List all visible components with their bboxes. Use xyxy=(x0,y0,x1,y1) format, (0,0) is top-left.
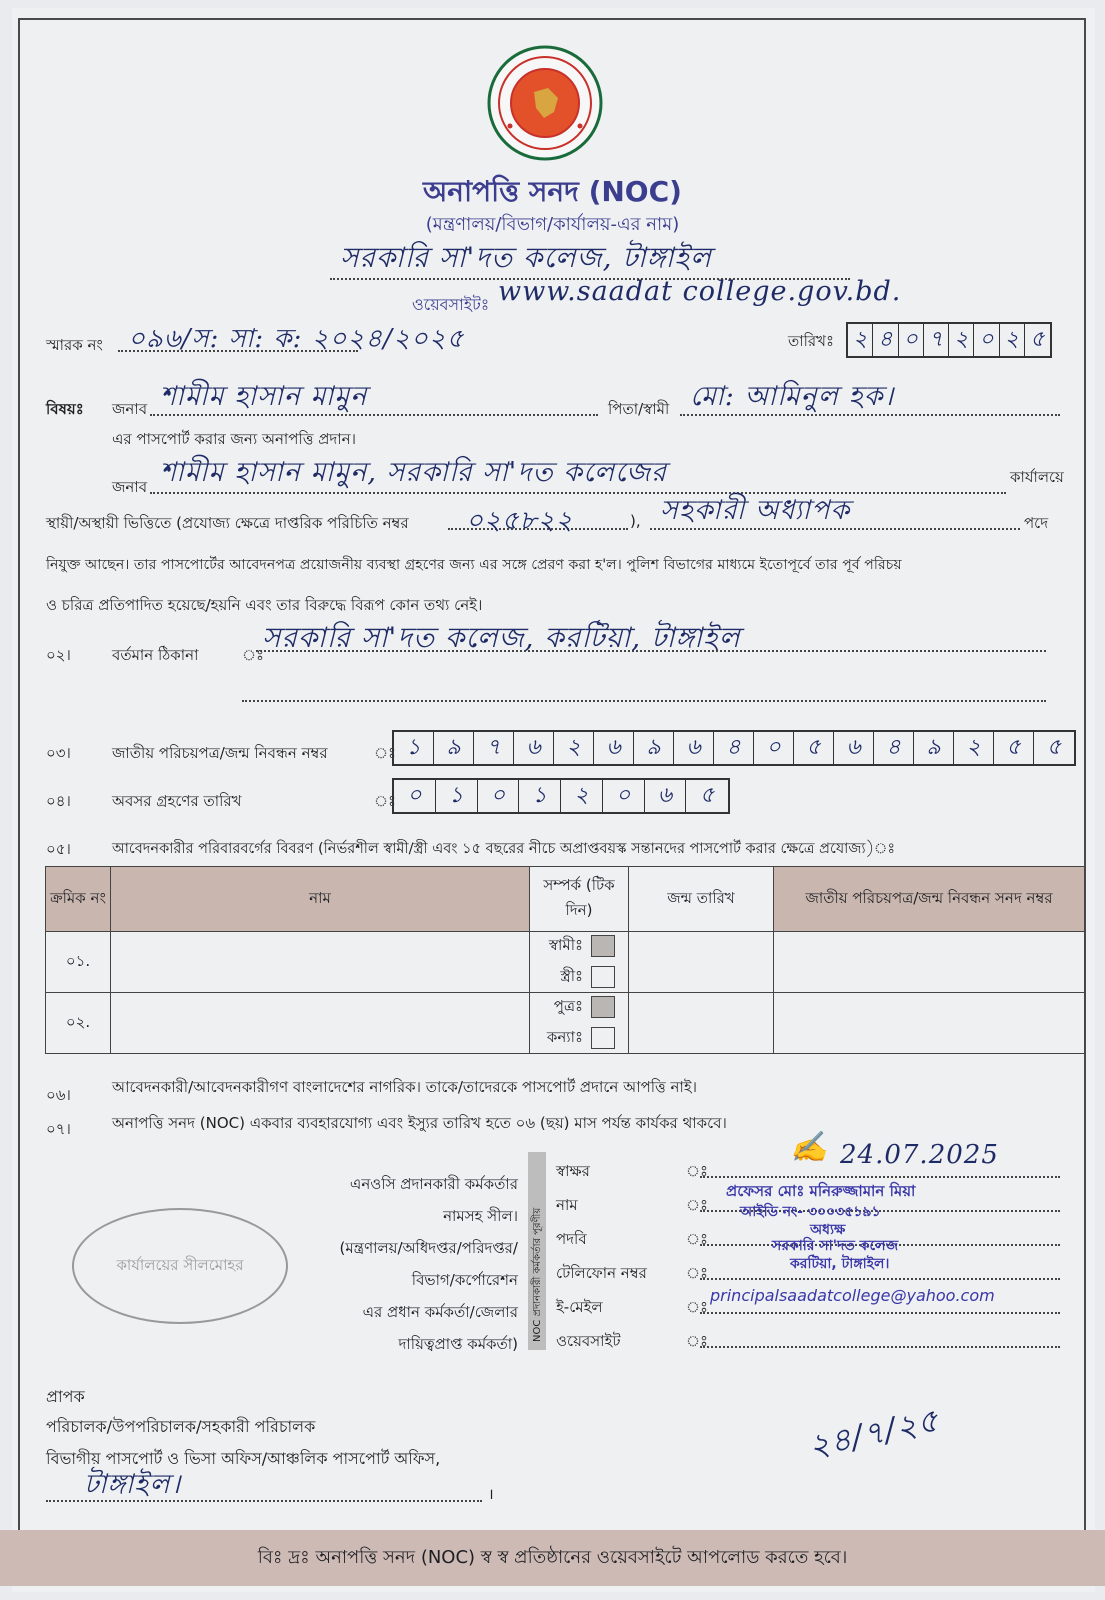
digit-box: ৭ xyxy=(474,732,514,764)
digit-box: ৬ xyxy=(834,732,874,764)
row-serial: ০২. xyxy=(46,993,111,1054)
relation-daughter-label: কন্যাঃ xyxy=(546,1028,583,1046)
stamp-office: সরকারি সা'দত কলেজ xyxy=(772,1238,899,1254)
colon: ঃ xyxy=(686,1264,709,1282)
row-relation xyxy=(530,932,629,993)
item-02-label: বর্তমান ঠিকানা xyxy=(112,646,199,664)
issuer-field-line[interactable] xyxy=(700,1346,1060,1348)
colon: ঃ xyxy=(686,1162,709,1180)
item-05-number: ০৫। xyxy=(46,840,71,858)
issuer-description xyxy=(296,1168,518,1360)
father-label: পিতা/স্বামী xyxy=(608,400,670,418)
item-05-label: আবেদনকারীর পরিবারবর্গের বিবরণ (নির্ভরশীল স্বামী/স্ত্রী এবং ১৫ বছরের নীচে অপ্রাপ্তবয়স্ক সন্তানদের পাসপোর্ট করার ক্ষেত্রে প্রযোজ্য)ঃ xyxy=(112,841,896,857)
digit-box: ১ xyxy=(394,732,434,764)
website-label: ওয়েবসাইটঃ xyxy=(412,295,490,314)
stamp-title: অধ্যক্ষ xyxy=(810,1222,846,1238)
item-03-number: ০৩। xyxy=(46,744,71,762)
memo-label: স্মারক নং xyxy=(46,336,103,354)
col-relation: সম্পর্ক (টিক দিন) xyxy=(530,867,629,932)
stamp-place: করটিয়া, টাঙ্গাইল। xyxy=(790,1256,890,1272)
digit-box: ৫ xyxy=(1046,734,1062,760)
item-07-text: অনাপত্তি সনদ (NOC) একবার ব্যবহারযোগ্য এবং ইস্যুর তারিখ হতে ০৬ (ছয়) মাস পর্যন্ত কার্যকর থাকবে। xyxy=(112,1114,727,1132)
row-nid[interactable] xyxy=(774,932,1085,993)
digit-box: ৬ xyxy=(514,732,554,764)
issuer-vertical-bar xyxy=(528,1152,546,1350)
subject-line2: এর পাসপোর্ট করার জন্য অনাপত্তি প্রদান। xyxy=(112,430,356,448)
digit-box: ২ xyxy=(554,732,594,764)
government-emblem xyxy=(486,44,604,162)
recipient-place-handwritten: টাঙ্গাইল। xyxy=(84,1469,182,1500)
email-handwritten: principalsaadatcollege@yahoo.com xyxy=(710,1286,995,1305)
post-handwritten: সহকারী অধ্যাপক xyxy=(660,495,851,526)
signature-date-handwritten: 24.07.2025 xyxy=(840,1140,999,1170)
relation-husband-label: স্বামীঃ xyxy=(548,936,583,954)
body-line3: নিযুক্ত আছেন। তার পাসপোর্টের আবেদনপত্র প্রয়োজনীয় ব্যবস্থা গ্রহণের জন্য এর সঙ্গে প্রেরণ করা হ'ল। পুলিশ বিভাগের মাধ্যমে ইতোপূর্বে তার পূর্ব পরিচয় xyxy=(46,557,902,573)
item-04-number: ০৪। xyxy=(46,792,71,810)
item-07-number: ০৭। xyxy=(46,1120,71,1138)
digit-box: ৪ xyxy=(874,732,914,764)
memo-number-handwritten: ০৯৬/স: সা: ক: ২০২৪/২০২৫ xyxy=(128,324,465,354)
official-id-handwritten: ০২৫৮২২ xyxy=(466,506,574,536)
row-nid[interactable] xyxy=(774,993,1085,1054)
row-birthdate[interactable] xyxy=(629,993,774,1054)
office-name-handwritten: সরকারি সা'দত কলেজ, টাঙ্গাইল xyxy=(340,241,712,274)
issuer-field-label: ই-মেইল xyxy=(556,1298,603,1316)
nid-number-boxes xyxy=(392,730,1076,766)
footer-note-bar xyxy=(0,1530,1105,1586)
vertical-label: NOC প্রদানকারী কর্মকর্তার পূরণীয় xyxy=(532,1207,543,1342)
issuer-field-label: টেলিফোন নম্বর xyxy=(556,1264,647,1282)
row-name[interactable] xyxy=(111,932,530,993)
colon: ঃ xyxy=(242,646,265,664)
item-06-number: ০৬। xyxy=(46,1086,71,1104)
body-line2: স্থায়ী/অস্থায়ী ভিত্তিতে (প্রযোজ্য ক্ষেত্রে দাপ্তরিক পরিচিতি নম্বর xyxy=(46,514,409,532)
issuer-field-line[interactable] xyxy=(700,1176,1060,1178)
digit-box: ০ xyxy=(974,324,999,356)
digit-box: ৫ xyxy=(794,732,834,764)
item-03-label: জাতীয় পরিচয়পত্র/জন্ম নিবন্ধন নম্বর xyxy=(112,744,328,762)
issuer-desc-line: (মন্ত্রণালয়/অধিদপ্তর/পরিদপ্তর/ xyxy=(339,1239,518,1257)
digit-box: ৫ xyxy=(994,732,1034,764)
signature-mark: ✍ xyxy=(790,1130,829,1165)
digit-box: ৬ xyxy=(594,732,634,764)
digit-box: ২ xyxy=(954,732,994,764)
colon: ঃ xyxy=(374,792,397,810)
stamp-id: আইডি নং- ৩০০৩৫১৯১ xyxy=(740,1204,881,1220)
paren-close: ), xyxy=(630,512,641,530)
issuer-desc-line: এর প্রধান কর্মকর্তা/জেলার xyxy=(362,1303,518,1321)
col-birthdate: জন্ম তারিখ xyxy=(629,867,774,932)
issuer-field-label: পদবি xyxy=(556,1230,587,1248)
digit-box: ৭ xyxy=(924,324,949,356)
issuer-desc-line: এনওসি প্রদানকারী কর্মকর্তার xyxy=(349,1175,518,1193)
office-seal-placeholder: কার্যালয়ের সীলমোহর xyxy=(72,1208,288,1324)
recipient-label: প্রাপক xyxy=(46,1387,85,1406)
issuer-field-line[interactable] xyxy=(700,1278,1060,1280)
family-table xyxy=(45,866,1085,1054)
digit-box: ০ xyxy=(394,780,436,812)
digit-box: ২ xyxy=(1000,324,1025,356)
row-relation xyxy=(530,993,629,1054)
row-name[interactable] xyxy=(111,993,530,1054)
issuer-desc-line: বিভাগ/কর্পোরেশন xyxy=(411,1271,518,1289)
digit-box: ৬ xyxy=(645,780,687,812)
row-birthdate[interactable] xyxy=(629,932,774,993)
digit-box: ৫ xyxy=(1030,326,1045,352)
address-line-2 xyxy=(242,700,1046,702)
item-04-label: অবসর গ্রহণের তারিখ xyxy=(112,792,242,810)
col-serial: ক্রমিক নং xyxy=(46,867,111,932)
digit-box: ৪ xyxy=(873,324,898,356)
digit-box: ০ xyxy=(754,732,794,764)
son-checkbox[interactable] xyxy=(591,996,615,1018)
colon: ঃ xyxy=(686,1298,709,1316)
family-table-header xyxy=(46,867,1085,932)
husband-checkbox[interactable] xyxy=(591,935,615,957)
subject-label: বিষয়ঃ xyxy=(46,400,84,418)
daughter-checkbox[interactable] xyxy=(591,1027,615,1049)
digit-box: ০ xyxy=(478,780,520,812)
body-name-office-handwritten: শামীম হাসান মামুন, সরকারি সা'দত কলেজের xyxy=(160,457,667,488)
stamp-name: প্রফেসর মোঃ মনিরুজ্জামান মিয়া xyxy=(726,1182,916,1200)
issuer-field-line[interactable] xyxy=(700,1312,1060,1314)
digit-box: ১ xyxy=(436,780,478,812)
body-mr-label: জনাব xyxy=(112,478,148,496)
subject-name-handwritten: শামীম হাসান মামুন xyxy=(160,381,368,412)
relation-wife-label: স্ত্রীঃ xyxy=(560,967,583,985)
digit-box: ৯ xyxy=(434,732,474,764)
col-nid: জাতীয় পরিচয়পত্র/জন্ম নিবন্ধন সনদ নম্বর xyxy=(774,867,1085,932)
colon: ঃ xyxy=(686,1230,709,1248)
retirement-date-boxes xyxy=(392,778,730,814)
table-row xyxy=(46,993,1085,1054)
ministry-subtitle: (মন্ত্রণালয়/বিভাগ/কার্যালয়-এর নাম) xyxy=(425,214,680,235)
colon: ঃ xyxy=(374,744,397,762)
website-handwritten: www.saadat college.gov.bd. xyxy=(498,276,902,307)
body-line4: ও চরিত্র প্রতিপাদিত হয়েছে/হয়নি এবং তার বিরুদ্ধে বিরূপ কোন তথ্য নেই। xyxy=(46,596,483,614)
colon: ঃ xyxy=(686,1196,709,1214)
footer-note: বিঃ দ্রঃ অনাপত্তি সনদ (NOC) স্ব স্ব প্রতিষ্ঠানের ওয়েবসাইটে আপলোড করতে হবে। xyxy=(257,1546,848,1568)
wife-checkbox[interactable] xyxy=(591,966,615,988)
table-row xyxy=(46,932,1085,993)
row-serial: ০১. xyxy=(46,932,111,993)
subject-mr-label: জনাব xyxy=(112,400,148,418)
item-02-number: ০২। xyxy=(46,646,71,664)
issuer-field-label: ওয়েবসাইট xyxy=(556,1332,621,1350)
document-title: অনাপত্তি সনদ (NOC) xyxy=(423,175,682,208)
digit-box: ০ xyxy=(603,780,645,812)
bottom-date-handwritten: ২৪/৭/২৫ xyxy=(805,1400,943,1466)
col-name: নাম xyxy=(111,867,530,932)
address-handwritten: সরকারি সা'দত কলেজ, করটিয়া, টাঙ্গাইল xyxy=(262,621,741,654)
relation-son-label: পুত্রঃ xyxy=(553,997,583,1015)
issuer-desc-line: দায়িত্বপ্রাপ্ত কর্মকর্তা) xyxy=(398,1335,518,1353)
recipient-line1: পরিচালক/উপপরিচালক/সহকারী পরিচালক xyxy=(46,1417,316,1436)
digit-box: ২ xyxy=(848,324,873,356)
issuer-field-label: স্বাক্ষর xyxy=(556,1162,590,1180)
digit-box: ২ xyxy=(561,780,603,812)
digit-box: ০ xyxy=(899,324,924,356)
digit-box: ৪ xyxy=(714,732,754,764)
digit-box: ৬ xyxy=(674,732,714,764)
colon: ঃ xyxy=(686,1332,709,1350)
office-suffix: কার্যালয়ে xyxy=(1010,468,1064,486)
issue-date-boxes xyxy=(846,322,1052,358)
digit-box: ৫ xyxy=(699,782,715,808)
item-06-text: আবেদনকারী/আবেদনকারীগণ বাংলাদেশের নাগরিক। তাকে/তাদেরকে পাসপোর্ট প্রদানে আপত্তি নাই। xyxy=(112,1078,698,1096)
recipient-end-mark: । xyxy=(488,1485,494,1503)
issuer-desc-line: নামসহ সীল। xyxy=(443,1207,518,1225)
post-suffix: পদে xyxy=(1024,514,1049,532)
digit-box: ১ xyxy=(519,780,561,812)
date-label: তারিখঃ xyxy=(788,332,834,350)
recipient-line2: বিভাগীয় পাসপোর্ট ও ভিসা অফিস/আঞ্চলিক পাসপোর্ট অফিস, xyxy=(46,1449,441,1468)
digit-box: ২ xyxy=(949,324,974,356)
digit-box: ৯ xyxy=(914,732,954,764)
digit-box: ৯ xyxy=(634,732,674,764)
father-name-handwritten: মো: আমিনুল হক। xyxy=(690,381,895,412)
issuer-field-label: নাম xyxy=(556,1196,578,1214)
